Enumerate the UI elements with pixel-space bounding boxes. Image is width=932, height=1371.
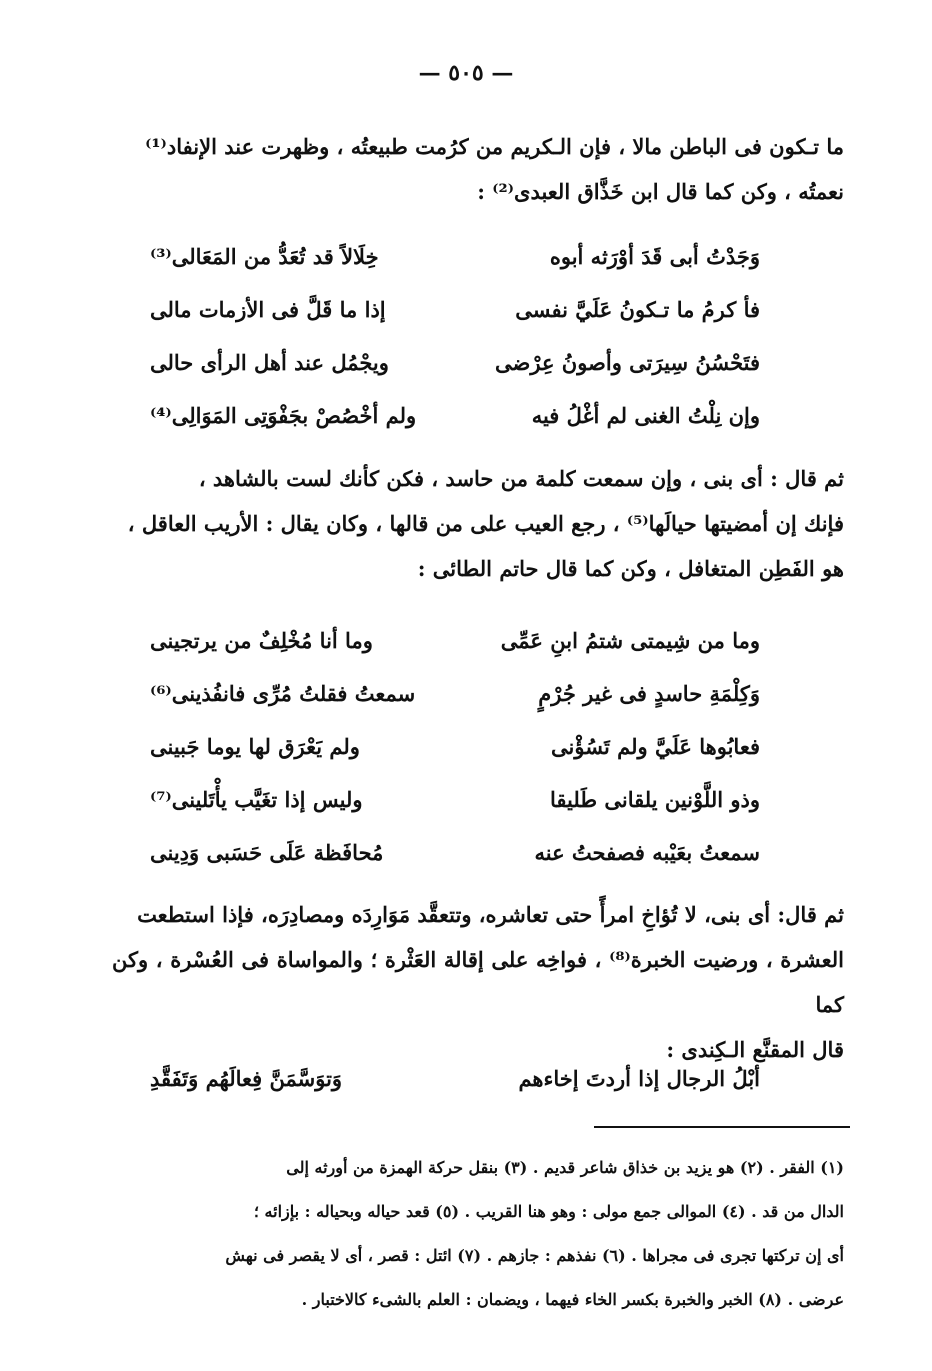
hemistich-second: ولم أخْصُصْ بجَفْوَتِى المَوَالِى⁽⁴⁾ [150,403,417,428]
footnote-line: الدال من قد . (٤) الموالى جمع مولى : وهو هنا القريب . (٥) قعد حياله وبحياله : بإزائه ؛ [253,1202,844,1221]
hemistich-first: سمعتُ بعَيْبه فصفحتُ عنه [534,840,760,865]
hemistich-second: خِلَالاً قد تُعَدُّ من المَعَالى⁽³⁾ [150,244,379,269]
verse [150,720,760,773]
verse [150,336,760,389]
hemistich-second: ولم يَعْرَق لها يوما جَبينى [150,734,360,759]
hemistich-second: سمعتُ فقلتُ مُرِّى فانفُذينى⁽⁶⁾ [150,681,416,706]
hemistich-first: أبْلُ الرجال إذا أردتَ إخاءهم [518,1066,760,1091]
prose-line: ثم قال : أى بنى ، وإن سمعت كلمة من حاسد ، فكن كأنك لست بالشاهد ، [198,466,844,491]
prose-line: قال المقنَّع الـكِندى : [666,1037,844,1062]
poem-2 [150,614,760,879]
paragraph-1 [112,124,844,214]
prose-line: العشرة ، ورضيت الخبرة⁽⁸⁾ ، فواخِه على إقالة العَثْرة ؛ والمواساة فى العُسْرة ، وكن كما [112,947,844,1017]
footnote-line: أى إن تركتها تجرى فى مجراها . (٦) نفذهم : جازهم . (٧) ائتل : قصر ، أى لا يقصر فى نهش [225,1246,844,1265]
prose-line: ثم قال: أى بنى، لا تُؤاخِ امرأً حتى تعاشره، وتتعقَّد مَوَارِدَه ومصادِرَه، فإذا استطعت [137,902,844,927]
hemistich-second: وَتوَسَّمَنَّ فِعالَهُم وَتَفَقَّدِ [150,1066,343,1091]
prose-line: نعمتُه ، وكن كما قال ابن خَذَّاق العبدى⁽²⁾ : [477,179,844,204]
hemistich-first: فعابُوها عَلَيَّ ولم تَسُؤْنى [551,734,760,759]
verse [150,614,760,667]
footnote-line: عرضى . (٨) الخبر والخبرة بكسر الخاء فيهما ، ويضمان : العلم بالشىء كالاختبار . [301,1290,844,1309]
verse [150,773,760,826]
verse [150,826,760,879]
hemistich-first: فتَحْسُنُ سِيرَتى وأصونُ عِرْضى [495,350,760,375]
hemistich-second: إذا ما قَلَّ فى الأزمات مالى [150,297,386,322]
hemistich-first: وذو اللَّوْنين يلقانى طَليقا [550,787,760,812]
prose-line: فإنك إن أمضيتها حيالَها⁽⁵⁾ ، رجع العيب على من قالها ، وكان يقال : الأريب العاقل ، [127,511,844,536]
paragraph-2 [112,456,844,591]
poem-3 [150,1052,760,1105]
hemistich-first: وَكِلْمَةِ حاسدٍ فى غير جُرْمٍ [538,681,760,706]
hemistich-first: وما من شِيمتى شتمُ ابنِ عَمِّى [500,628,760,653]
verse [150,1052,760,1105]
hemistich-second: وليس إذا تغَيَّب يأْتَلينى⁽⁷⁾ [150,787,363,812]
footnote-divider [594,1126,850,1128]
footnote-line: (١) الفقر . (٢) هو يزيد بن خذاق شاعر قديم . (٣) بنقل حركة الهمزة من أورثه إلى [286,1158,844,1177]
hemistich-first: وَجَدْتُ أبى قَدَ أوْرَثه أبوه [549,244,760,269]
verse [150,283,760,336]
prose-line: هو الفَطِن المتغافل ، وكن كما قال حاتم الطائى : [417,556,844,581]
hemistich-second: مُحافَظة عَلَى حَسَبى وَدِينى [150,840,384,865]
poem-1 [150,230,760,442]
hemistich-second: وما أنا مُخْلِفٌ من يرتجينى [150,628,373,653]
page-number: — ٥٠٥ — [418,60,514,86]
verse [150,230,760,283]
hemistich-second: ويجْمُل عند أهل الرأى حالى [150,350,389,375]
verse [150,667,760,720]
hemistich-first: فأ كرمُ ما تـكونُ عَلَيَّ نفسى [515,297,760,322]
hemistich-first: وإن نِلْتُ الغنى لم أغْلُ فيه [531,403,760,428]
footnotes [112,1146,844,1322]
paragraph-3 [112,892,844,1072]
verse [150,389,760,442]
prose-line: ما تـكون فى الباطن مالا ، فإن الـكريم من كرُمت طبيعتُه ، وظهرت عند الإنفاد⁽¹⁾ [145,134,844,159]
